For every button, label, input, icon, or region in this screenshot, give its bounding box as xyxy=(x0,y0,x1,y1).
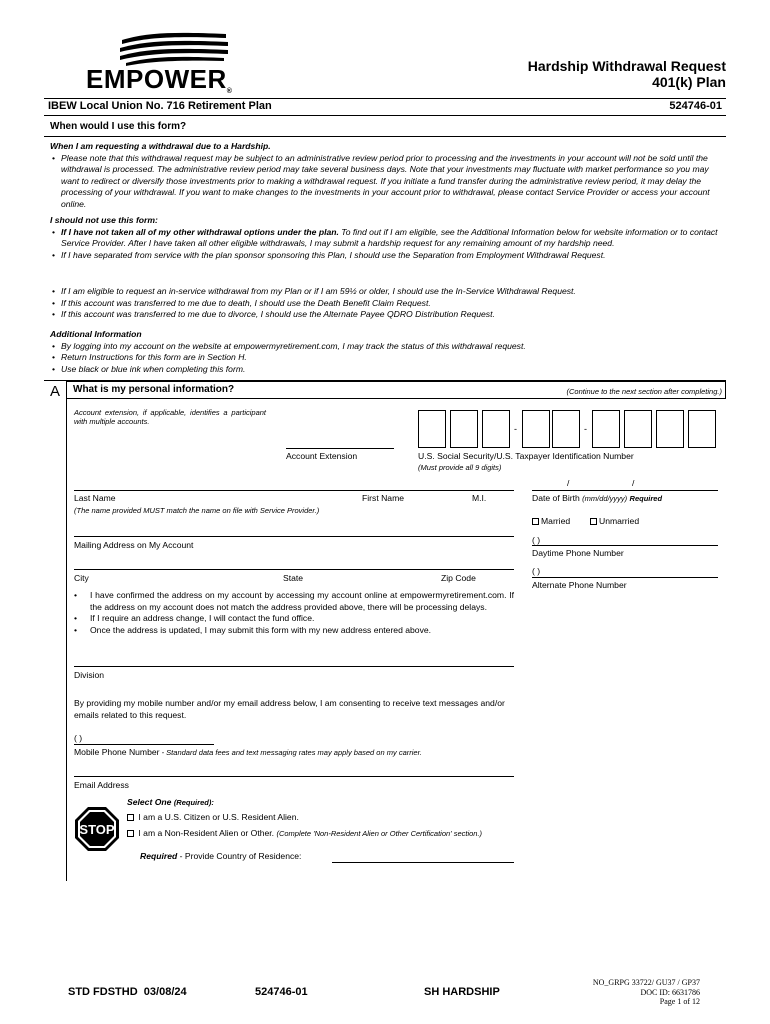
ssn-dash: - xyxy=(514,424,517,434)
not-use-item: • If this account was transferred to me due to divorce, I should use the Alternate Payee QDRO Distribution Request. xyxy=(50,309,722,321)
ssn-dash: - xyxy=(584,424,587,434)
not-use-heading: I should not use this form: xyxy=(50,215,158,225)
additional-item: • Return Instructions for this form are in Section H. xyxy=(50,352,722,364)
divider xyxy=(44,98,726,99)
mailing-address-field[interactable] xyxy=(74,536,514,537)
not-use-item: • If I am eligible to request an in-service withdrawal from my Plan or if I am 59½ or older, I should use the In-Service Withdrawal Request. xyxy=(50,286,722,298)
unmarried-checkbox[interactable]: Unmarried xyxy=(590,516,639,526)
footer-page-number: Page 1 of 12 xyxy=(659,997,700,1006)
middle-initial-label: M.I. xyxy=(472,493,487,503)
plan-number: 524746-01 xyxy=(669,100,722,112)
divider xyxy=(44,115,726,116)
use-instructions xyxy=(50,141,722,211)
address-bullet: • Once the address is updated, I may submit this form with my new address entered above. xyxy=(74,625,514,637)
zip-label: Zip Code xyxy=(441,573,476,583)
divider xyxy=(66,398,726,399)
use-item: • Please note that this withdrawal request may be subject to an administrative review period prior to processing and the investments in your account will not be sold until the withdrawal is processed. The administrative review period may take several business days. Note that your investments may fluctuate with market performance so you may want to redirect or diversify those investments prior to making a withdrawal request. If you initiate a fund transfer during the administrative review period, it may delay the processing of your withdrawal. If you want to make changes to the investments in your account prior to withdrawal, please contact Service Provider or access your account online. xyxy=(50,153,722,211)
account-extension-note: Account extension, if applicable, identifies a participant with multiple accounts. xyxy=(74,408,266,426)
consent-text: By providing my mobile number and/or my email address below, I am consenting to receive text messages and/or emails related to this request. xyxy=(74,698,505,720)
ssn-digit-box[interactable] xyxy=(624,410,652,448)
not-use-item: • If this account was transferred to me due to death, I should use the Death Benefit Claim Request. xyxy=(50,298,722,310)
ssn-digit-box[interactable] xyxy=(482,410,510,448)
account-extension-field[interactable] xyxy=(286,448,394,449)
country-of-residence-field[interactable] xyxy=(332,862,514,863)
phone-area-code: ( ) xyxy=(532,535,541,545)
ssn-digit-box[interactable] xyxy=(592,410,620,448)
select-one-heading: Select One (Required): xyxy=(127,797,214,807)
section-title: What is my personal information? xyxy=(73,384,235,395)
title-line-1: Hardship Withdrawal Request xyxy=(527,58,726,74)
division-label: Division xyxy=(74,670,105,680)
form-code: STD FDSTHD 03/08/24 xyxy=(68,986,187,998)
footer-doc-info xyxy=(593,978,700,1007)
section-border xyxy=(66,381,67,881)
daytime-phone-field[interactable] xyxy=(532,545,718,546)
first-name-label: First Name xyxy=(362,493,405,503)
stop-sign-text: STOP xyxy=(79,822,115,837)
footer-codes: NO_GRPG 33722/ GU37 / GP37 xyxy=(592,978,700,987)
ssn-digit-box[interactable] xyxy=(418,410,446,448)
additional-information xyxy=(50,329,722,375)
plan-row xyxy=(48,100,724,112)
footer-doc-type: SH HARDSHIP xyxy=(424,986,500,998)
empower-logo: EMPOWER® xyxy=(86,64,233,95)
email-label: Email Address xyxy=(74,780,129,790)
additional-heading: Additional Information xyxy=(50,329,142,339)
city-state-zip-field[interactable] xyxy=(74,569,514,570)
ssn-digit-box[interactable] xyxy=(450,410,478,448)
mailing-address-label: Mailing Address on My Account xyxy=(74,540,194,550)
last-name-label: Last Name xyxy=(74,493,116,503)
dob-label: Date of Birth (mm/dd/yyyy) Required xyxy=(532,493,663,503)
country-of-residence-label: Required - Provide Country of Residence: xyxy=(140,851,302,861)
city-label: City xyxy=(74,573,89,583)
dob-field[interactable] xyxy=(532,490,718,491)
alternate-phone-field[interactable] xyxy=(532,577,718,578)
not-use-item: • If I have separated from service with the plan sponsor sponsoring this Plan, I should use the Separation from Employment Withdrawal Request. xyxy=(50,250,722,262)
name-note: (The name provided MUST match the name on file with Service Provider.) xyxy=(74,506,320,515)
division-field[interactable] xyxy=(74,666,514,667)
state-label: State xyxy=(283,573,304,583)
ssn-digit-box[interactable] xyxy=(688,410,716,448)
email-field[interactable] xyxy=(74,776,514,777)
dob-slash: / xyxy=(632,478,635,488)
not-use-more xyxy=(50,286,722,321)
dob-slash: / xyxy=(567,478,570,488)
footer-plan-number: 524746-01 xyxy=(255,986,308,998)
phone-area-code: ( ) xyxy=(74,733,83,743)
additional-item: • By logging into my account on the website at empowermyretirement.com, I may track the status of this withdrawal request. xyxy=(50,341,722,353)
continue-note: (Continue to the next section after completing.) xyxy=(566,387,722,396)
use-heading: When I am requesting a withdrawal due to a Hardship. xyxy=(50,141,271,151)
ssn-note: (Must provide all 9 digits) xyxy=(418,463,502,472)
footer-doc-id: DOC ID: 6631786 xyxy=(640,987,700,997)
ssn-digit-box[interactable] xyxy=(656,410,684,448)
ssn-digit-box[interactable] xyxy=(552,410,580,448)
section-letter: A xyxy=(50,383,61,400)
when-use-heading: When would I use this form? xyxy=(50,121,187,132)
stop-sign-icon xyxy=(74,806,120,852)
divider xyxy=(44,136,726,137)
mobile-phone-field[interactable] xyxy=(74,744,214,745)
ssn-digit-box[interactable] xyxy=(522,410,550,448)
empower-logo-waves-icon xyxy=(118,30,230,66)
not-use-item: • If I have not taken all of my other withdrawal options under the plan. To find out if I am eligible, see the Additional Information below for website information or to contact Service Provider. After I have taken all other eligible withdrawals, I may submit a hardship request for any remaining amount of my hardship need. xyxy=(50,227,722,250)
additional-item: • Use black or blue ink when completing this form. xyxy=(50,364,722,376)
ssn-label: U.S. Social Security/U.S. Taxpayer Identification Number xyxy=(418,451,634,461)
mobile-phone-label: Mobile Phone Number - Standard data fees and text messaging rates may apply based on my carrier. xyxy=(74,747,422,757)
us-citizen-checkbox[interactable]: I am a U.S. Citizen or U.S. Resident Alien. xyxy=(127,812,299,822)
not-use-instructions xyxy=(50,215,722,261)
document-title xyxy=(528,58,726,90)
phone-area-code: ( ) xyxy=(532,566,541,576)
address-bullet: • If I require an address change, I will contact the fund office. xyxy=(74,613,514,625)
plan-name: IBEW Local Union No. 716 Retirement Plan xyxy=(48,100,272,112)
address-bullet: • I have confirmed the address on my account by accessing my account online at empowermyretirement.com. If the address on my account does not match the address provided above, there will be processing delays. xyxy=(74,590,514,613)
name-field[interactable] xyxy=(74,490,514,491)
nonresident-checkbox[interactable]: I am a Non-Resident Alien or Other. (Complete 'Non-Resident Alien or Other Certification' section.) xyxy=(127,828,527,840)
title-line-2: 401(k) Plan xyxy=(652,74,726,90)
alternate-phone-label: Alternate Phone Number xyxy=(532,580,627,590)
daytime-phone-label: Daytime Phone Number xyxy=(532,548,624,558)
account-extension-label: Account Extension xyxy=(286,451,358,461)
address-bullets xyxy=(74,590,514,636)
married-checkbox[interactable]: Married xyxy=(532,516,570,526)
